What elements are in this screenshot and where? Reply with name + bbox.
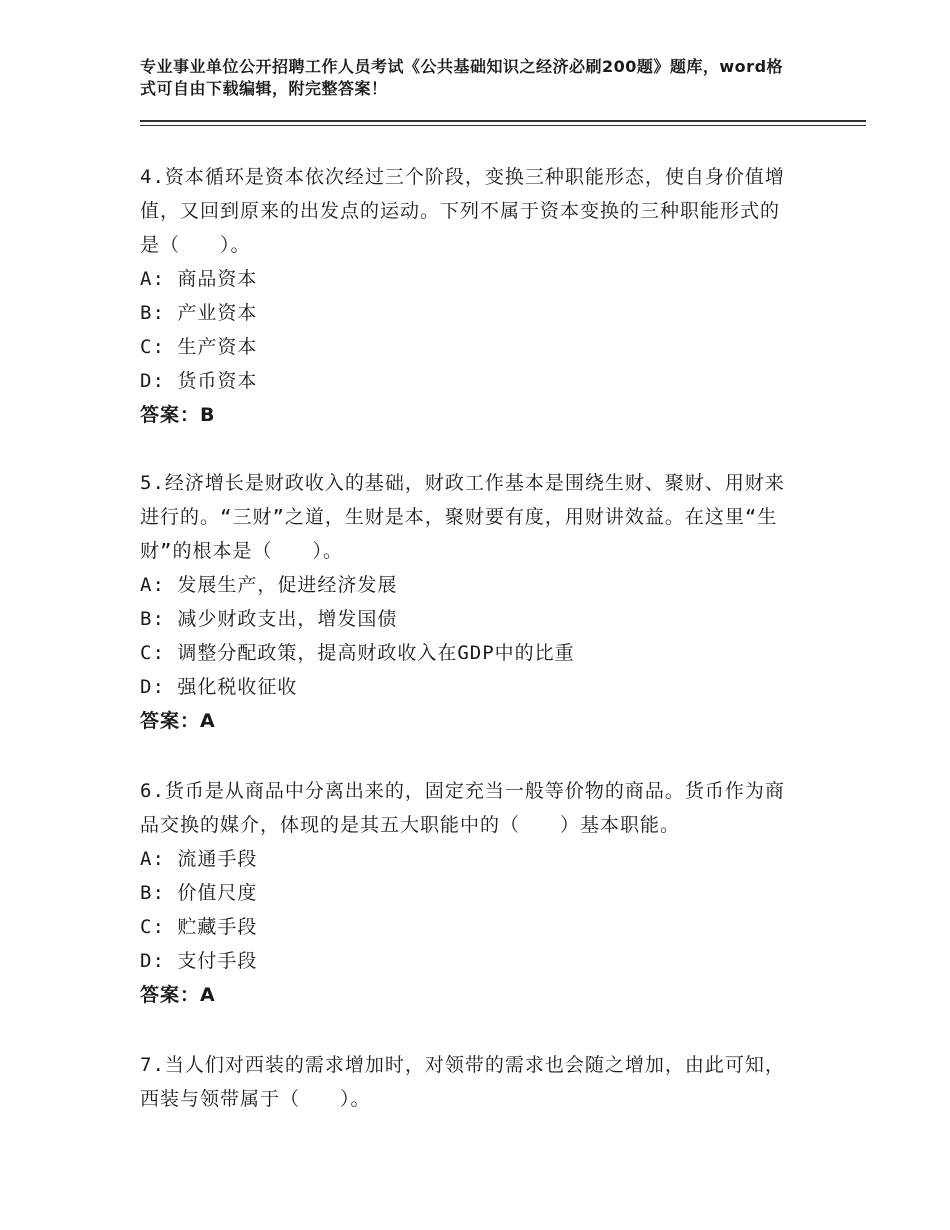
- answer-line: 答案：A: [140, 710, 216, 732]
- answer-line: 答案：A: [140, 984, 216, 1006]
- question-block: [140, 1048, 796, 1116]
- option-b: B: 价值尺度: [140, 882, 258, 904]
- option-d: D: 强化税收征收: [140, 676, 298, 698]
- question-block: [140, 466, 796, 738]
- question-block: [140, 774, 796, 1012]
- question-block: [140, 160, 796, 432]
- option-c: C: 贮藏手段: [140, 916, 258, 938]
- option-b: B: 产业资本: [140, 302, 258, 324]
- option-c: C: 生产资本: [140, 336, 258, 358]
- option-d: D: 货币资本: [140, 370, 258, 392]
- option-d: D: 支付手段: [140, 950, 258, 972]
- answer-line: 答案：B: [140, 404, 216, 426]
- option-a: A: 发展生产，促进经济发展: [140, 574, 398, 596]
- option-b: B: 减少财政支出，增发国债: [140, 608, 398, 630]
- header-divider: [140, 120, 866, 126]
- option-a: A: 流通手段: [140, 848, 258, 870]
- question-stem: 5.经济增长是财政收入的基础，财政工作基本是围绕生财、聚财、用财来进行的。“三财”之道，生财是本，聚财要有度，用财讲效益。在这里“生财”的根本是（ ）。: [140, 472, 785, 562]
- option-a: A: 商品资本: [140, 268, 258, 290]
- question-stem: 6.货币是从商品中分离出来的，固定充当一般等价物的商品。货币作为商品交换的媒介，体现的是其五大职能中的（ ）基本职能。: [140, 780, 785, 836]
- question-stem: 7.当人们对西装的需求增加时，对领带的需求也会随之增加，由此可知，西装与领带属于（ ）。: [140, 1054, 785, 1110]
- option-c: C: 调整分配政策，提高财政收入在GDP中的比重: [140, 642, 575, 664]
- question-stem: 4.资本循环是资本依次经过三个阶段，变换三种职能形态，使自身价值增值，又回到原来的出发点的运动。下列不属于资本变换的三种职能形式的是（ ）。: [140, 166, 785, 256]
- document-header-title: 专业事业单位公开招聘工作人员考试《公共基础知识之经济必刷200题》题库，word格式可自由下载编辑，附完整答案！: [140, 57, 784, 98]
